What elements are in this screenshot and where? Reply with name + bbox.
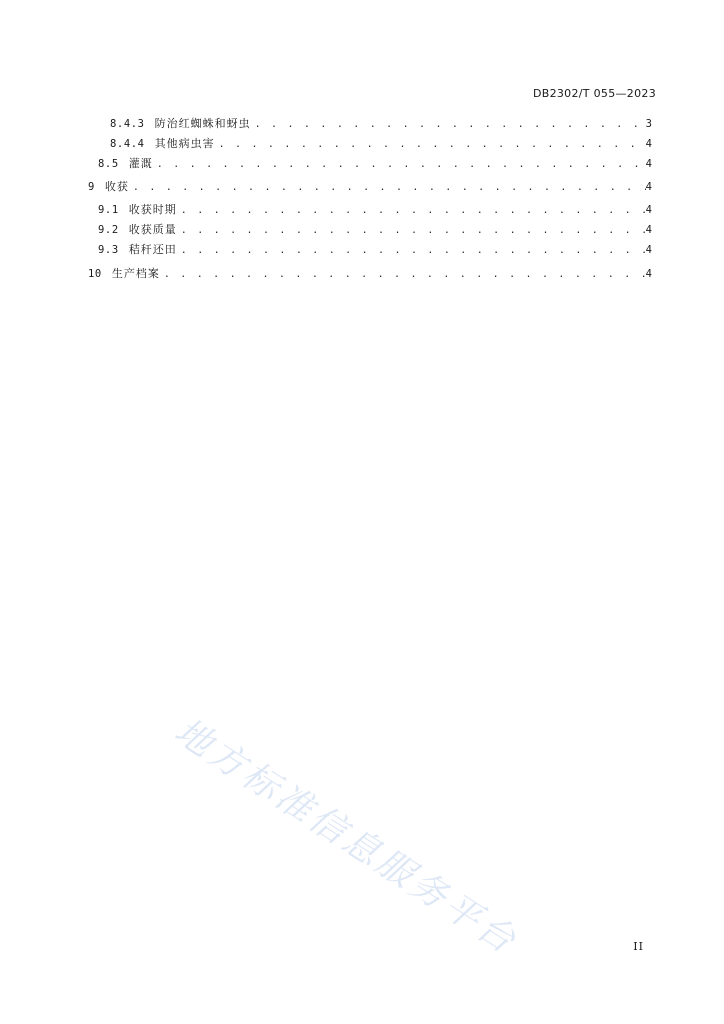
- toc-entry[interactable]: [0, 220, 652, 240]
- toc-entry-number: 9.1: [98, 204, 119, 216]
- toc-entry-number: 9: [88, 181, 95, 193]
- toc-entry-number: 9.3: [98, 244, 119, 256]
- toc-entry-title: 收获时期: [128, 203, 177, 216]
- toc-entry-page: 4: [645, 138, 652, 150]
- toc-leader-dots: [251, 115, 646, 135]
- toc-entry-title: 其他病虫害: [154, 137, 215, 150]
- toc-entry[interactable]: [0, 114, 652, 134]
- toc-entry-number: 9.2: [98, 224, 119, 236]
- toc-leader-dots: [177, 221, 646, 241]
- toc-entry-page: 4: [645, 204, 652, 216]
- toc-leader-dots: [177, 201, 646, 221]
- toc-leader-dots: [215, 135, 646, 155]
- page-number: II: [633, 940, 644, 953]
- toc-entry-title: 防治红蜘蛛和蚜虫: [154, 117, 251, 130]
- toc-entry-number: 8.4.4: [110, 138, 145, 150]
- toc-entry-number: 10: [88, 268, 102, 280]
- toc-entry[interactable]: [0, 240, 652, 260]
- toc-entry[interactable]: [0, 177, 652, 197]
- toc-entry-number: 8.4.3: [110, 118, 145, 130]
- toc-entry-number: 8.5: [98, 158, 119, 170]
- toc-entry-title: 收获质量: [128, 223, 177, 236]
- toc-leader-dots: [153, 155, 646, 175]
- header-standard-code: DB2302/T 055—2023: [532, 87, 656, 100]
- toc-leader-dots: [129, 178, 646, 198]
- toc-entry-page: 4: [645, 158, 652, 170]
- toc-entry[interactable]: [0, 200, 652, 220]
- toc-entry-page: 4: [645, 181, 652, 193]
- toc-entry-page: 4: [645, 224, 652, 236]
- toc-entry-title: 生产档案: [111, 267, 160, 280]
- toc-entry[interactable]: [0, 154, 652, 174]
- toc-entry-title: 收获: [104, 180, 129, 193]
- toc-leader-dots: [177, 241, 646, 261]
- watermark: 地方标准信息服务平台: [167, 710, 526, 964]
- toc-entry-page: 4: [645, 244, 652, 256]
- toc-entry[interactable]: [0, 134, 652, 154]
- toc-leader-dots: [160, 265, 646, 285]
- toc-entry-page: 3: [645, 118, 652, 130]
- toc-entry-title: 灌溉: [128, 157, 153, 170]
- toc-entry[interactable]: [0, 264, 652, 284]
- toc-entry-page: 4: [645, 268, 652, 280]
- toc-entry-title: 秸秆还田: [128, 243, 177, 256]
